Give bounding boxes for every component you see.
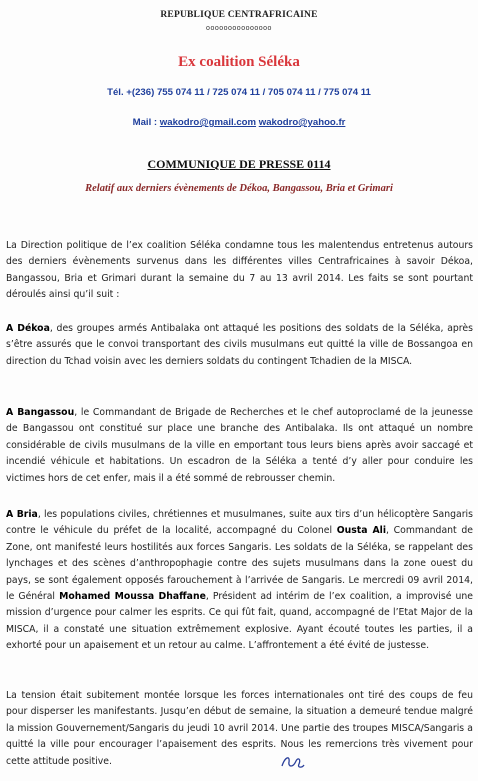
bria-text-1: , les populations civiles, chrétiennes et musulmanes, suite aux tirs d’un hélicoptère Sangaris contre le véhicule du préfet de la localité, accompagné du Colonel: [6, 509, 473, 537]
bangassou-text: , le Commandant de Brigade de Recherches et le chef autoproclamé de la jeunesse de Bangassou ont constitué sur place une branche des Antibalaka. Ils ont attaqué un nombre considérable de civils musulmans de la ville en emportant tous leurs biens après avoir saccagé et incendié véhicule et habitations. Un escadron de la Séléka a tenté d’y aller pour conduire les victimes hors de cet enfer, mais il a été sommé de rebrousser chemin.: [6, 407, 474, 484]
bria-text-2: , Commandant de Zone, ont manifesté leurs hostilités aux forces Sangaris. Les soldats de la Séléka, se rappelant des lynchages et des scènes d’anthropophagie contre des sujets musulmans dans la zone ouest du pays, se sont également opposés farouchement à l’arrivée de Sangaris. Le mercredi 09 avril 2014, le Général: [6, 525, 473, 603]
bria-text-3: , Président ad intérim de l’ex coalition, a improvisé une mission d’urgence pour calmer les esprits. Ce qui fût fait, quand, accompagné de l’Etat Major de la MISCA, il a constaté une situation extrêmement explosive. Ayant écouté toutes les parties, il a exhorté pour un apaisement et un retour au calme. L’affrontement a été évité de justesse.: [6, 591, 474, 652]
dekoa-paragraph: [6, 321, 473, 370]
communique-subtitle: Relatif aux derniers évènements de Dékoa, Bangassou, Bria et Grimari: [85, 183, 393, 194]
mail-label: Mail :: [132, 117, 160, 128]
bria-paragraph: [6, 507, 473, 655]
bria-name-dhaffane: Mohamed Moussa Dhaffane: [59, 591, 206, 603]
organization-name: Ex coalition Séléka: [178, 54, 300, 70]
country-header: REPUBLIQUE CENTRAFRICAINE: [160, 10, 318, 20]
email-link-yahoo[interactable]: wakodro@yahoo.fr: [258, 117, 346, 128]
email-link-gmail[interactable]: wakodro@gmail.com: [159, 117, 257, 128]
header-separator: ooooooooooooooo: [206, 25, 272, 32]
bria-name-ousta: Ousta Ali: [336, 525, 387, 537]
signature-mark: [279, 753, 305, 771]
closing-paragraph: La tension était subitement montée lorsque les forces internationales ont tiré des coups de feu pour disperser les manifestants. Jusqu’en début de semaine, la situation a demeuré tendue malgré la mission Gouvernement/Sangaris du jeudi 10 avril 2014. Une partie des troupes MISCA/Sangaris a quitté la ville pour encourager l’apaisement des esprits. Nous les remercions très vivement pour cette attitude positive.: [6, 690, 473, 767]
dekoa-text: , des groupes armés Antibalaka ont attaqué les positions des soldats de la Séléka, après s’être assurés que le convoi transportant des civils musulmans eut quitté la ville de Bossangoa en direction du Tchad voisin avec les derniers soldats du contingent Tchadien de la MISCA.: [6, 323, 473, 367]
bria-lead: A Bria: [6, 509, 38, 520]
email-line: [0, 117, 478, 128]
dekoa-lead: A Dékoa: [6, 323, 50, 334]
intro-paragraph: La Direction politique de l’ex coalition Séléka condamne tous les malentendus entretenus autours des derniers évènements survenus dans les différentes villes Centrafricaines à savoir Dékoa, Bangassou, Bria et Grimari durant la semaine du 7 au 13 avril 2014. Les faits se sont pourtant déroulés ainsi qu’il suit :: [6, 240, 473, 301]
communique-title: COMMUNIQUE DE PRESSE 0114: [147, 157, 331, 171]
bangassou-paragraph: [6, 405, 473, 487]
phone-numbers: Tél. +(236) 755 074 11 / 725 074 11 / 705 074 11 / 775 074 11: [107, 87, 371, 98]
bangassou-lead: A Bangassou: [6, 407, 75, 418]
